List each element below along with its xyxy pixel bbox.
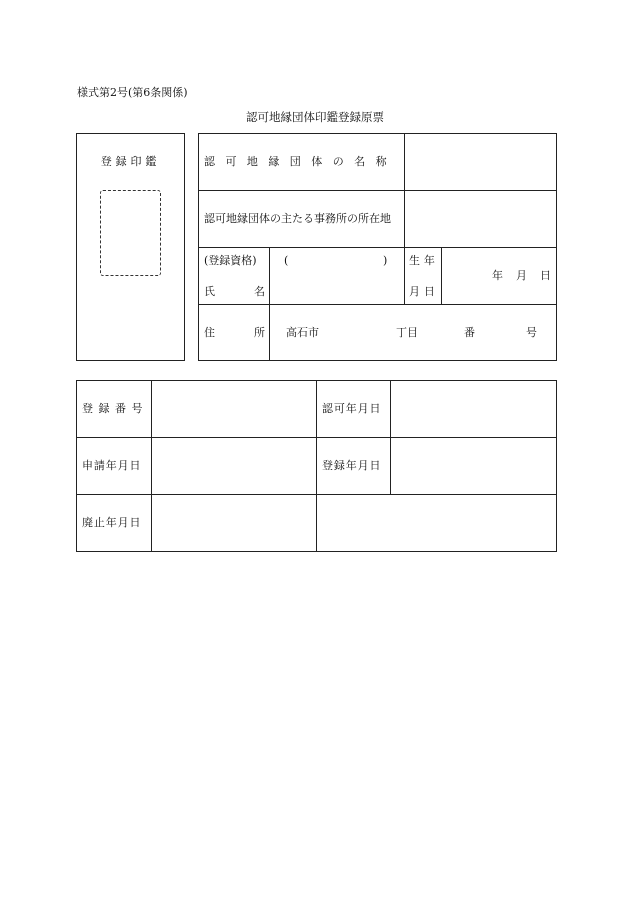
remarks-field[interactable] <box>317 495 556 551</box>
application-date-label: 申請年月日 <box>82 459 142 472</box>
representative-name-field[interactable] <box>270 248 404 304</box>
birth-label-top: 生年 <box>409 254 439 267</box>
abolition-date-label: 廃止年月日 <box>82 516 142 529</box>
address-label-2: 所 <box>254 326 265 339</box>
birth-month-unit: 月 <box>516 269 527 282</box>
birth-year-unit: 年 <box>492 269 503 282</box>
birth-day-unit: 日 <box>540 269 551 282</box>
seal-label: 登録印鑑 <box>100 155 161 168</box>
office-address-field[interactable] <box>405 191 556 247</box>
approval-date-label: 認可年月日 <box>322 402 382 415</box>
chome-unit: 丁目 <box>396 326 418 339</box>
go-unit: 号 <box>526 326 537 339</box>
qualification-paren-close: ) <box>383 254 388 267</box>
group-name-field[interactable] <box>405 134 556 190</box>
office-address-label: 認可地縁団体の主たる事務所の所在地 <box>204 212 391 225</box>
approval-date-field[interactable] <box>391 381 556 437</box>
form-reference: 様式第2号(第6条関係) <box>77 86 188 99</box>
application-date-field[interactable] <box>152 438 316 494</box>
name-label-2: 名 <box>254 285 265 298</box>
registration-number-label: 登録番号 <box>82 402 148 415</box>
seal-stamp-area[interactable] <box>100 190 161 276</box>
registration-date-field[interactable] <box>391 438 556 494</box>
abolition-date-field[interactable] <box>152 495 316 551</box>
qualification-label: (登録資格) <box>204 254 257 267</box>
qualification-paren-open: ( <box>284 254 289 267</box>
birth-label-bottom: 月日 <box>409 285 439 298</box>
group-name-label: 認可地縁団体の名称 <box>204 155 398 168</box>
registration-number-field[interactable] <box>152 381 316 437</box>
form-title: 認可地縁団体印鑑登録原票 <box>246 110 384 124</box>
city-name: 高石市 <box>286 326 319 339</box>
ban-unit: 番 <box>464 326 475 339</box>
name-label-1: 氏 <box>204 285 215 298</box>
address-label-1: 住 <box>204 326 215 339</box>
registration-date-label: 登録年月日 <box>322 459 382 472</box>
